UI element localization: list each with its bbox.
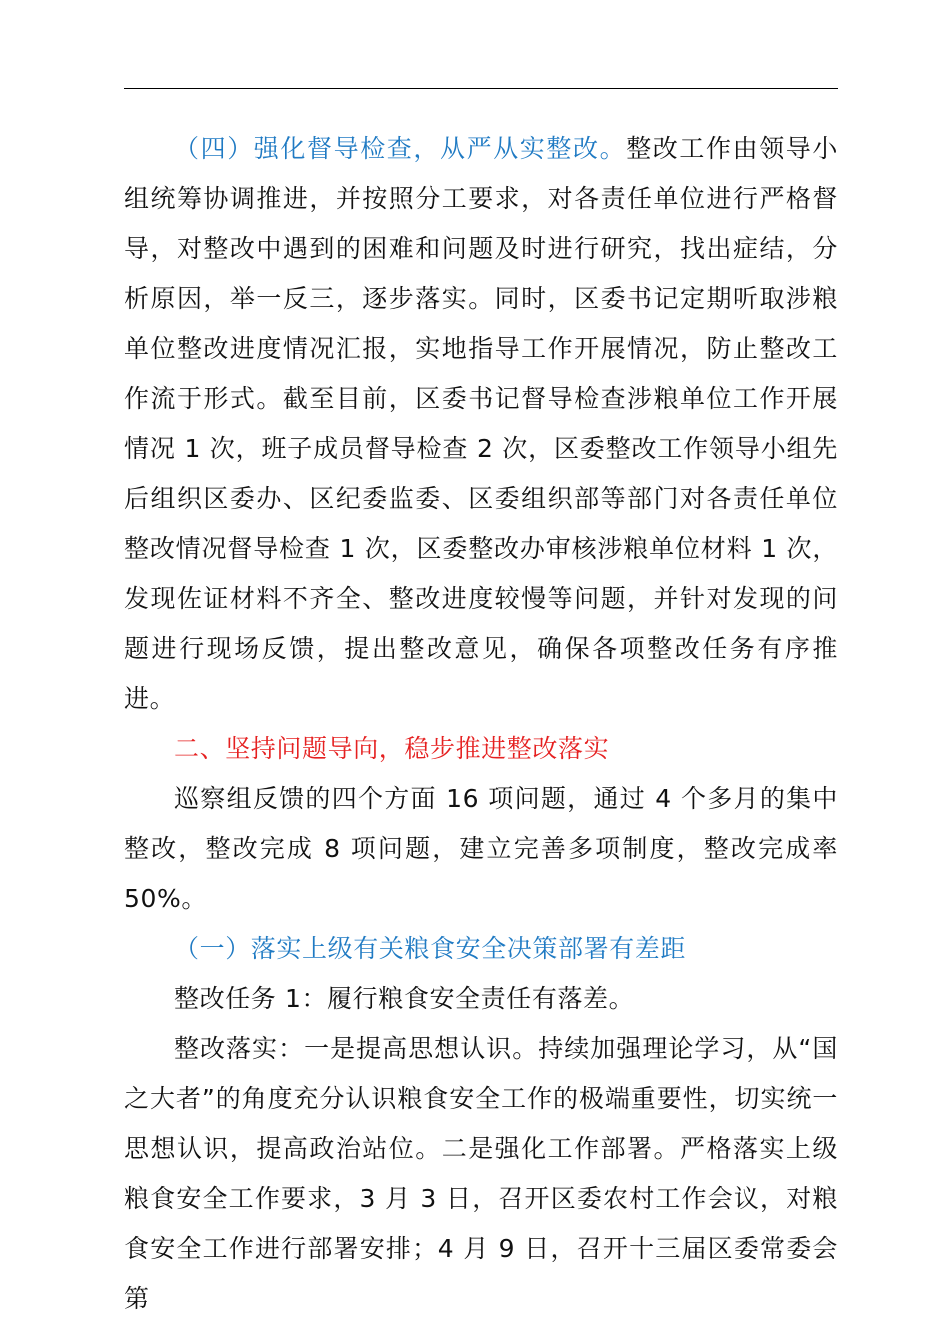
section-heading-four: （四）强化督导检查，从严从实整改。 — [174, 134, 627, 163]
section-heading-two: 二、坚持问题导向，稳步推进整改落实 — [174, 734, 610, 763]
paragraph-summary: 巡察组反馈的四个方面 16 项问题，通过 4 个多月的集中整改，整改完成 8 项问题，建立完善多项制度，整改完成率 50%。 — [124, 784, 838, 913]
document-body — [124, 124, 838, 1324]
header-rule — [124, 88, 838, 89]
subsection-heading-one: （一）落实上级有关粮食安全决策部署有差距 — [174, 934, 687, 963]
paragraph-supervision — [124, 124, 838, 724]
paragraph-task-1: 整改任务 1：履行粮食安全责任有落差。 — [174, 984, 635, 1013]
paragraph-supervision-text: 整改工作由领导小组统筹协调推进，并按照分工要求，对各责任单位进行严格督导，对整改中遇到的困难和问题及时进行研究，找出症结，分析原因，举一反三，逐步落实。同时，区委书记定期听取涉粮单位整改进度情况汇报，实地指导工作开展情况，防止整改工作流于形式。截至目前，区委书记督导检查涉粮单位工作开展情况 1 次，班子成员督导检查 2 次，区委整改工作领导小组先后组织区委办、区纪委监委、区委组织部等部门对各责任单位整改情况督导检查 1 次，区委整改办审核涉粮单位材料 1 次，发现佐证材料不齐全、整改进度较慢等问题，并针对发现的问题进行现场反馈，提出整改意见，确保各项整改任务有序推进。 — [124, 134, 838, 713]
paragraph-implementation: 整改落实：一是提高思想认识。持续加强理论学习，从“国之大者”的角度充分认识粮食安全工作的极端重要性，切实统一思想认识，提高政治站位。二是强化工作部署。严格落实上级粮食安全工作要求，3 月 3 日，召开区委农村工作会议，对粮食安全工作进行部署安排；4 月 9 日，召开十三届区委常委会第 — [124, 1034, 838, 1313]
